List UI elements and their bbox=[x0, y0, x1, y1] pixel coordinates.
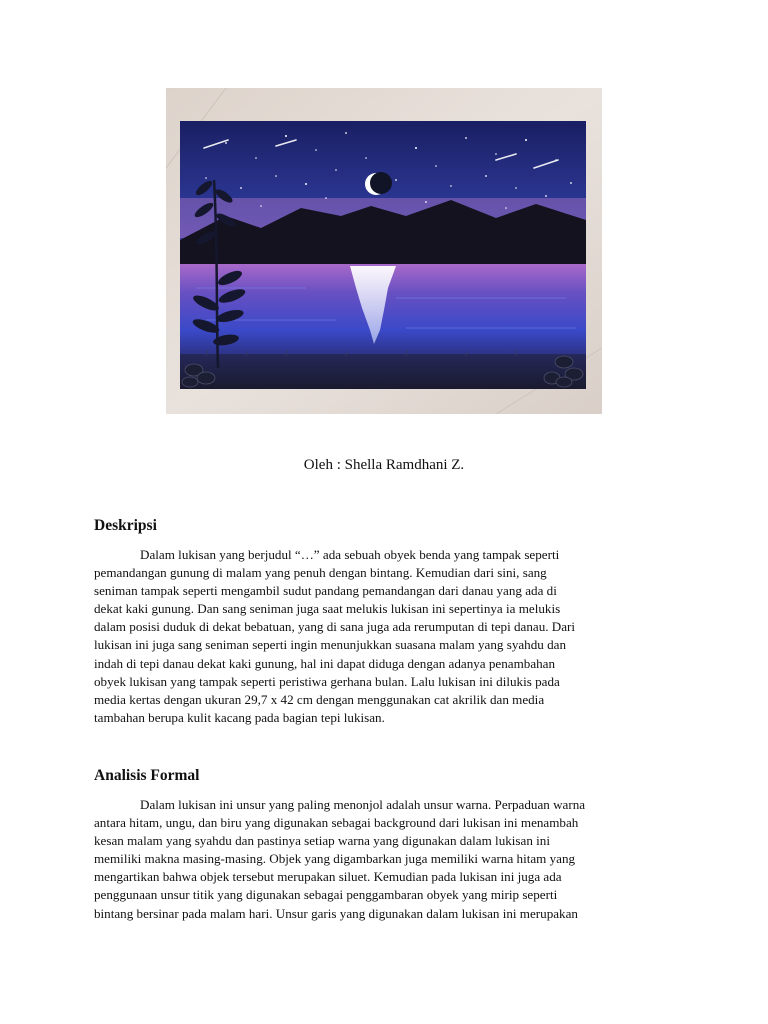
paragraph-deskripsi bbox=[94, 546, 674, 727]
paragraph-line: penggunaan unsur titik yang digunakan sebagai penggambaran obyek yang mirip seperti bbox=[94, 887, 558, 903]
paragraph-line: obyek lukisan yang tampak seperti peristiwa gerhana bulan. Lalu lukisan ini dilukis pada bbox=[94, 673, 560, 689]
paragraph-line: lukisan ini juga sang seniman seperti ingin menunjukkan suasana malam yang syahdu dan bbox=[94, 637, 567, 653]
paragraph-line: Dalam lukisan ini unsur yang paling menonjol adalah unsur warna. Perpaduan warna bbox=[140, 797, 586, 812]
paragraph-line: bintang bersinar pada malam hari. Unsur garis yang digunakan dalam lukisan ini merupakan bbox=[94, 905, 578, 921]
paragraph-line: antara hitam, ungu, dan biru yang digunakan sebagai background dari lukisan ini menambah bbox=[94, 815, 579, 831]
paragraph-line: mengartikan bahwa objek tersebut merupakan siluet. Kemudian pada lukisan ini juga ada bbox=[94, 869, 562, 885]
painting-photo bbox=[166, 88, 602, 414]
author-line: Oleh : Shella Ramdhani Z. bbox=[303, 457, 465, 473]
paragraph-line: kesan malam yang syahdu dan pastinya setiap warna yang digunakan dalam lukisan ini bbox=[94, 833, 550, 849]
paragraph-line: media kertas dengan ukuran 29,7 x 42 cm dengan menggunakan cat akrilik dan media bbox=[94, 691, 545, 707]
section-heading-deskripsi: Deskripsi bbox=[94, 517, 157, 534]
painting-canvas bbox=[180, 121, 586, 389]
paragraph-line: indah di tepi danau dekat kaki gunung, hal ini dapat diduga dengan adanya penambahan bbox=[94, 655, 556, 671]
section-heading-analisis-formal: Analisis Formal bbox=[94, 767, 200, 784]
paragraph-line: dalam posisi duduk di dekat bebatuan, yang di sana juga ada rerumputan di tepi danau. Dari bbox=[94, 619, 576, 635]
paragraph-analisis-formal bbox=[94, 796, 674, 923]
paragraph-line: dekat kaki gunung. Dan sang seniman juga saat melukis lukisan ini sepertinya ia melukis bbox=[94, 601, 561, 617]
paragraph-line: seniman tampak seperti mengambil sudut pandang pemandangan dari danau yang ada di bbox=[94, 583, 557, 599]
paragraph-line: memiliki makna masing-masing. Objek yang digambarkan juga memiliki warna hitam yang bbox=[94, 851, 576, 867]
paragraph-line: pemandangan gunung di malam yang penuh dengan bintang. Kemudian dari sini, sang bbox=[94, 565, 547, 581]
paragraph-line: tambahan berupa kulit kacang pada bagian tepi lukisan. bbox=[94, 709, 385, 725]
painting-illustration bbox=[166, 88, 602, 414]
paragraph-line: Dalam lukisan yang berjudul “…” ada sebuah obyek benda yang tampak seperti bbox=[140, 547, 560, 562]
